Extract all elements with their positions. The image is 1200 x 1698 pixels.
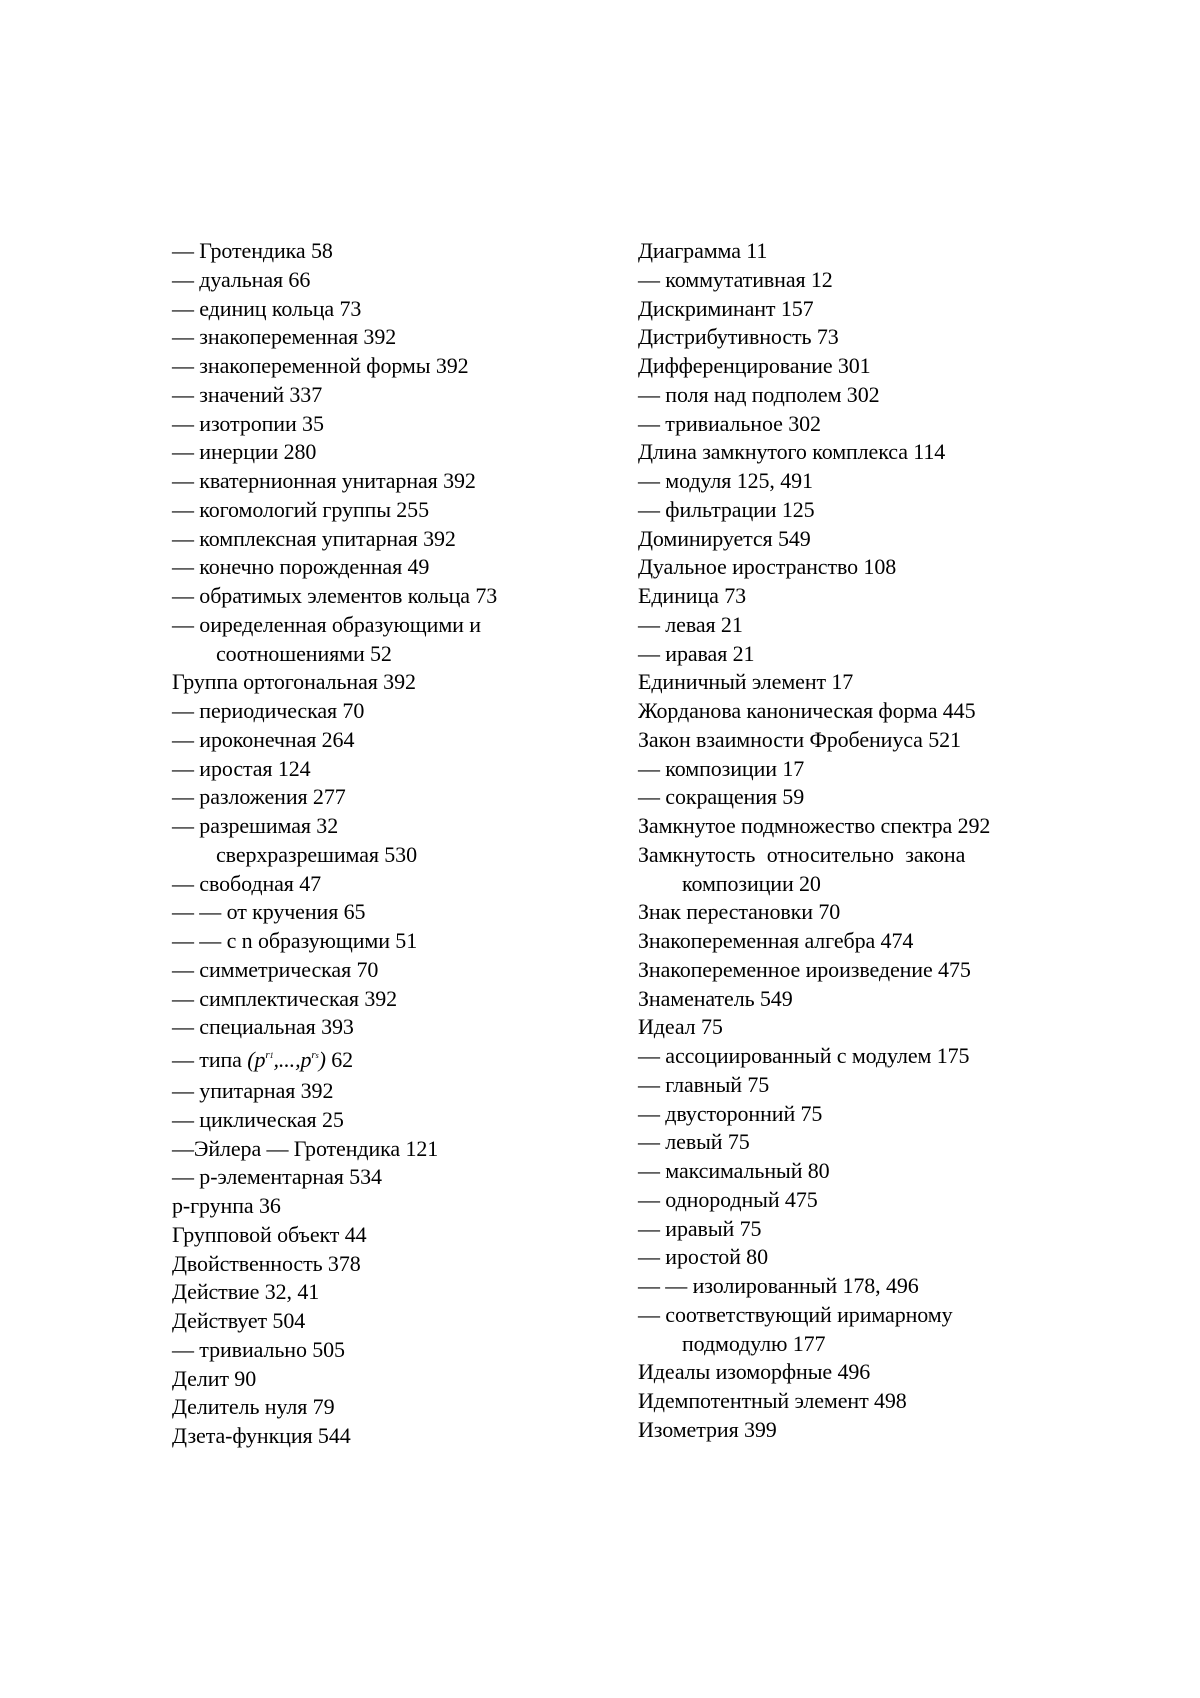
index-entry: — кватернионная унитарная 392 <box>172 468 476 493</box>
index-entry: — разложения 277 <box>172 784 346 810</box>
index-entry: — комплексная упитарная 392 <box>172 525 456 551</box>
type-formula <box>247 1047 326 1072</box>
index-entry: Закон взаимности Фробениуса 521 <box>638 726 961 752</box>
index-entry: Замкнутое подмножество спектра 292 <box>638 813 991 838</box>
formula-open-paren: ( <box>247 1047 255 1072</box>
index-entry: — свободная 47 <box>172 870 322 896</box>
index-entry: Групповой объект 44 <box>172 1221 367 1247</box>
index-entry: — ассоциированный с модулем 175 <box>638 1043 970 1068</box>
index-entry: Идеал 75 <box>638 1014 723 1040</box>
formula-exponent-1-index: 1 <box>269 1051 274 1060</box>
formula-sep: ,..., <box>273 1047 301 1072</box>
index-entry: — — с n образующими 51 <box>172 928 418 953</box>
index-entry: Действует 504 <box>172 1308 306 1333</box>
type-entry-page: 62 <box>325 1047 354 1072</box>
index-entry: Знакопеременная алгебра 474 <box>638 928 914 953</box>
index-right-column <box>638 237 1108 1445</box>
index-entry: — упитарная 392 <box>172 1078 334 1103</box>
index-entry: Знак перестановки 70 <box>638 899 841 925</box>
index-entry: — ироконечная 264 <box>172 726 355 752</box>
index-entry: — иростой 80 <box>638 1244 768 1270</box>
index-entry: — тривиальное 302 <box>638 410 821 436</box>
formula-exponent-2-index: s <box>315 1051 319 1060</box>
index-entry: — единиц кольца 73 <box>172 295 362 321</box>
index-entry: — значений 337 <box>172 381 323 407</box>
formula-p1: p <box>254 1047 266 1072</box>
index-entry: — главный 75 <box>638 1071 770 1097</box>
index-entry: Дуальное иространство 108 <box>638 554 897 580</box>
index-entry: — циклическая 25 <box>172 1106 344 1132</box>
formula-exponent-2-letter: r <box>311 1049 316 1061</box>
index-entry: — симплектическая 392 <box>172 985 398 1011</box>
index-entry: — однородный 475 <box>638 1186 818 1212</box>
index-entry: Диаграмма 11 <box>638 238 768 263</box>
index-entry: — знакопеременная 392 <box>172 324 397 350</box>
index-entry-continuation: подмодулю 177 <box>682 1330 826 1356</box>
index-entry: Знаменатель 549 <box>638 985 793 1011</box>
index-entry: — левая 21 <box>638 611 743 637</box>
index-entry: р-грунпа 36 <box>172 1193 281 1218</box>
index-entry: — когомологий группы 255 <box>172 496 429 522</box>
index-entry: — максимальный 80 <box>638 1158 830 1183</box>
index-left-column <box>172 237 632 1451</box>
index-entry: — левый 75 <box>638 1129 750 1155</box>
index-entry: — модуля 125, 491 <box>638 468 813 493</box>
index-entry: — иравый 75 <box>638 1215 762 1241</box>
index-entry-type <box>172 1042 632 1077</box>
index-entry: — обратимых элементов кольца 73 <box>172 583 498 608</box>
index-entry: — изотропии 35 <box>172 410 324 436</box>
formula-p2: p <box>300 1047 312 1072</box>
index-entry: — поля над подполем 302 <box>638 381 880 407</box>
index-entry: — оиределенная образующими и <box>172 611 481 637</box>
index-entry: Делитель нуля 79 <box>172 1394 335 1420</box>
index-entry: Изометрия 399 <box>638 1416 777 1442</box>
index-entry: Единичный элемент 17 <box>638 669 854 695</box>
index-entry: — дуальная 66 <box>172 266 311 292</box>
index-entry: Длина замкнутого комплекса 114 <box>638 439 946 465</box>
index-entry: — р-элементарная 534 <box>172 1164 382 1190</box>
index-entry: Дзета-функция 544 <box>172 1423 351 1448</box>
index-entry: Идемпотентный элемент 498 <box>638 1388 907 1413</box>
index-entry-continuation: композиции 20 <box>682 870 821 896</box>
formula-close-paren: ) <box>318 1047 326 1072</box>
index-entry: — двусторонний 75 <box>638 1100 823 1126</box>
index-entry: Дистрибутивность 73 <box>638 324 839 350</box>
index-entry: — иравая 21 <box>638 640 755 666</box>
index-entry: —Эйлера — Гротендика 121 <box>172 1135 439 1161</box>
index-entry: — сокращения 59 <box>638 784 805 810</box>
index-entry: — Гротендика 58 <box>172 238 333 263</box>
index-entry: Действие 32, 41 <box>172 1279 320 1305</box>
index-entry: — разрешимая 32 <box>172 813 339 838</box>
index-entry: — — от кручения 65 <box>172 899 366 925</box>
index-entry-continuation: сверхразрешимая 530 <box>216 841 417 867</box>
index-entry: Дискриминант 157 <box>638 295 814 321</box>
index-entry: Группа ортогональная 392 <box>172 669 416 695</box>
index-entry: Жорданова каноническая форма 445 <box>638 698 976 723</box>
index-entry: Двойственность 378 <box>172 1250 361 1276</box>
index-entry: Единица 73 <box>638 583 746 608</box>
index-entry: Доминируется 549 <box>638 525 811 551</box>
index-entry: — тривиально 505 <box>172 1336 345 1362</box>
formula-exponent-2 <box>311 1049 318 1061</box>
type-entry-prefix: — типа <box>172 1047 248 1072</box>
index-entry: — конечно порожденная 49 <box>172 554 430 580</box>
index-entry: — коммутативная 12 <box>638 266 833 292</box>
index-entry: Делит 90 <box>172 1365 257 1391</box>
index-entry: — композиции 17 <box>638 755 805 781</box>
index-entry: — фильтрации 125 <box>638 496 815 522</box>
index-entry: — симметрическая 70 <box>172 956 379 982</box>
index-entry: Замкнутость относительно закона <box>638 841 966 867</box>
index-entry: Дифференцирование 301 <box>638 353 871 378</box>
index-entry-continuation: соотношениями 52 <box>216 640 392 666</box>
index-entry: Знакопеременное ироизведение 475 <box>638 956 971 982</box>
index-entry: — — изолированный 178, 496 <box>638 1273 919 1298</box>
index-entry: Идеалы изоморфные 496 <box>638 1359 871 1385</box>
formula-exponent-1-letter: r <box>265 1049 270 1061</box>
index-entry: — инерции 280 <box>172 439 317 465</box>
index-entry: — знакопеременной формы 392 <box>172 353 469 378</box>
index-entry: — соответствующий иримарному <box>638 1301 953 1327</box>
index-entry: — иростая 124 <box>172 755 311 781</box>
index-entry: — специальная 393 <box>172 1014 354 1040</box>
index-entry: — периодическая 70 <box>172 698 365 723</box>
